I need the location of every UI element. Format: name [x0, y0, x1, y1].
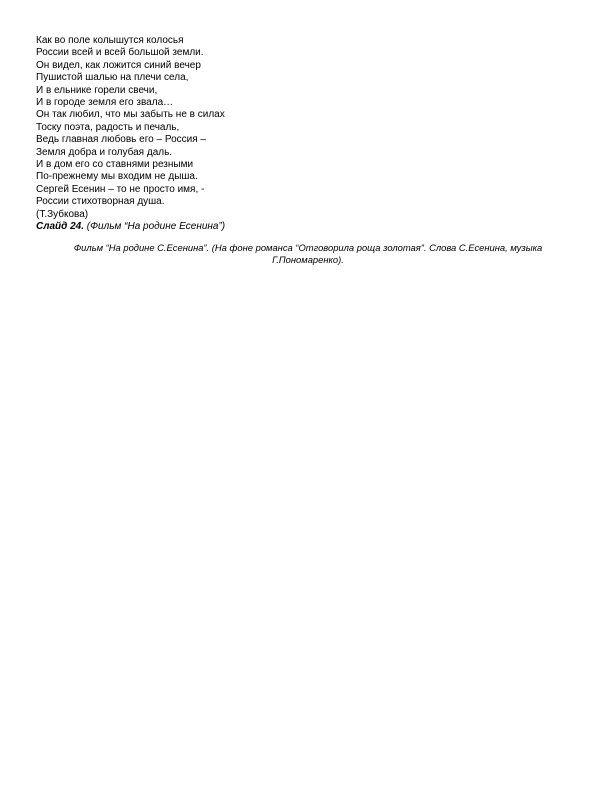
poem-line: И в ельнике горели свечи,	[36, 84, 158, 96]
poem-line: Сергей Есенин – то не просто имя, -	[36, 183, 205, 195]
poem-line: Он так любил, что мы забыть не в силах	[36, 109, 225, 121]
poem-line: Земля добра и голубая даль.	[36, 146, 173, 158]
poem-line: России всей и всей большой земли.	[36, 47, 204, 59]
poem-line: России стихотворная душа.	[36, 196, 165, 208]
poem-line: Пушистой шалью на плечи села,	[36, 72, 189, 84]
poem-line: И в городе земля его звала…	[36, 97, 174, 109]
poem-block	[36, 35, 396, 234]
slide-title: (Фильм “На родине Есенина”)	[86, 221, 226, 233]
poem-line: Ведь главная любовь его – Россия –	[36, 134, 206, 146]
poem-line: И в дом его со ставнями резными	[36, 159, 194, 171]
film-caption: Фильм “На родине С.Есенина”. (На фоне романса “Отговорила роща золотая”. Слова С.Есенина, музыка Г.Пономаренко).	[73, 242, 543, 266]
poem-author: (Т.Зубкова)	[36, 208, 89, 220]
poem-line: Он видел, как ложится синий вечер	[36, 59, 201, 71]
poem-line: Тоску поэта, радость и печаль,	[36, 121, 180, 133]
poem-line: По-прежнему мы входим не дыша.	[36, 171, 198, 183]
poem-line: Как во поле колышутся колосья	[36, 35, 184, 46]
slide-label: Слайд 24.	[36, 221, 84, 233]
slide-reference	[36, 221, 396, 233]
